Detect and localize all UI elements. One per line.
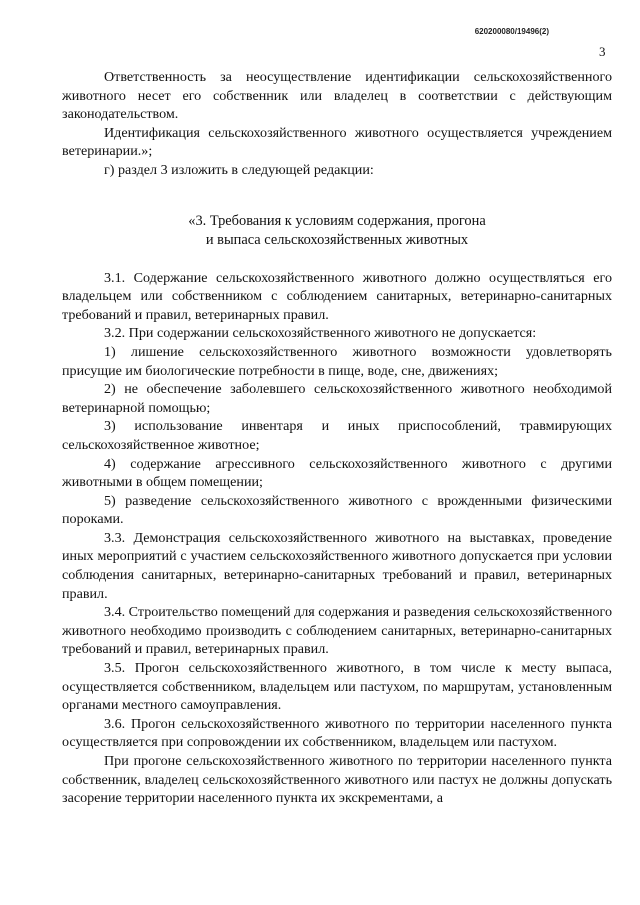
paragraph: 3.2. При содержании сельскохозяйственного животного не допускается: (104, 325, 537, 342)
paragraph: 3) использование инвентаря и иных приспособлений, травмирующих сельскохозяйственное животное; (62, 418, 612, 453)
paragraph: г) раздел 3 изложить в следующей редакции: (104, 161, 374, 178)
paragraph: 3.3. Демонстрация сельскохозяйственного животного на выставках, проведение иных мероприятий с участием сельскохозяйственного животного допускается при условии соблюдения санитарных, ветеринарно-санитарных требований и правил, ветеринарных правил. (62, 529, 612, 602)
paragraph: 1) лишение сельскохозяйственного животного возможности удовлетворять присущие им биологические потребности в пище, воде, сне, движениях; (62, 343, 612, 379)
paragraph: 3.4. Строительство помещений для содержания и разведения сельскохозяйственного животного необходимо производить с соблюдением санитарных, ветеринарно-санитарных требований и правил, ветеринарных правил. (62, 604, 612, 658)
paragraph: 3.5. Прогон сельскохозяйственного животного, в том числе к месту выпаса, осуществляется собственником, владельцем или пастухом, по маршрутам, установленным органами местного самоуправления. (62, 660, 612, 714)
page-number: 3 (599, 44, 606, 59)
paragraph: Идентификация сельскохозяйственного животного осуществляется учреждением ветеринарии.»; (62, 124, 612, 160)
document-id: 620200080/19496(2) (474, 27, 549, 36)
section-heading (62, 212, 612, 250)
paragraph: 2) не обеспечение заболевшего сельскохозяйственного животного необходимой ветеринарной помощью; (62, 381, 612, 416)
paragraph: 4) содержание агрессивного сельскохозяйственного животного с другими животными в общем помещении; (62, 455, 612, 491)
paragraph: При прогоне сельскохозяйственного животного по территории населенного пункта собственник, владелец сельскохозяйственного животного или пастух не должны допускать засорение территории населенного пункта их экскрементами, а (62, 753, 612, 807)
paragraph: 3.6. Прогон сельскохозяйственного животного по территории населенного пункта осуществляется при сопровождении их собственником, владельцем или пастухом. (62, 715, 612, 751)
paragraph: 3.1. Содержание сельскохозяйственного животного должно осуществляться его владельцем или собственником с соблюдением санитарных, ветеринарно-санитарных требований и правил, ветеринарных правил. (62, 269, 612, 323)
paragraph: Ответственность за неосуществление идентификации сельскохозяйственного животного несет его собственник или владелец в соответствии с действующим законодательством. (62, 69, 612, 123)
section-heading-line: «3. Требования к условиям содержания, прогона (188, 212, 486, 229)
document-body (62, 68, 612, 808)
paragraph: 5) разведение сельскохозяйственного животного с врожденными физическими пороками. (62, 492, 612, 528)
section-heading-line: и выпаса сельскохозяйственных животных (205, 231, 469, 248)
